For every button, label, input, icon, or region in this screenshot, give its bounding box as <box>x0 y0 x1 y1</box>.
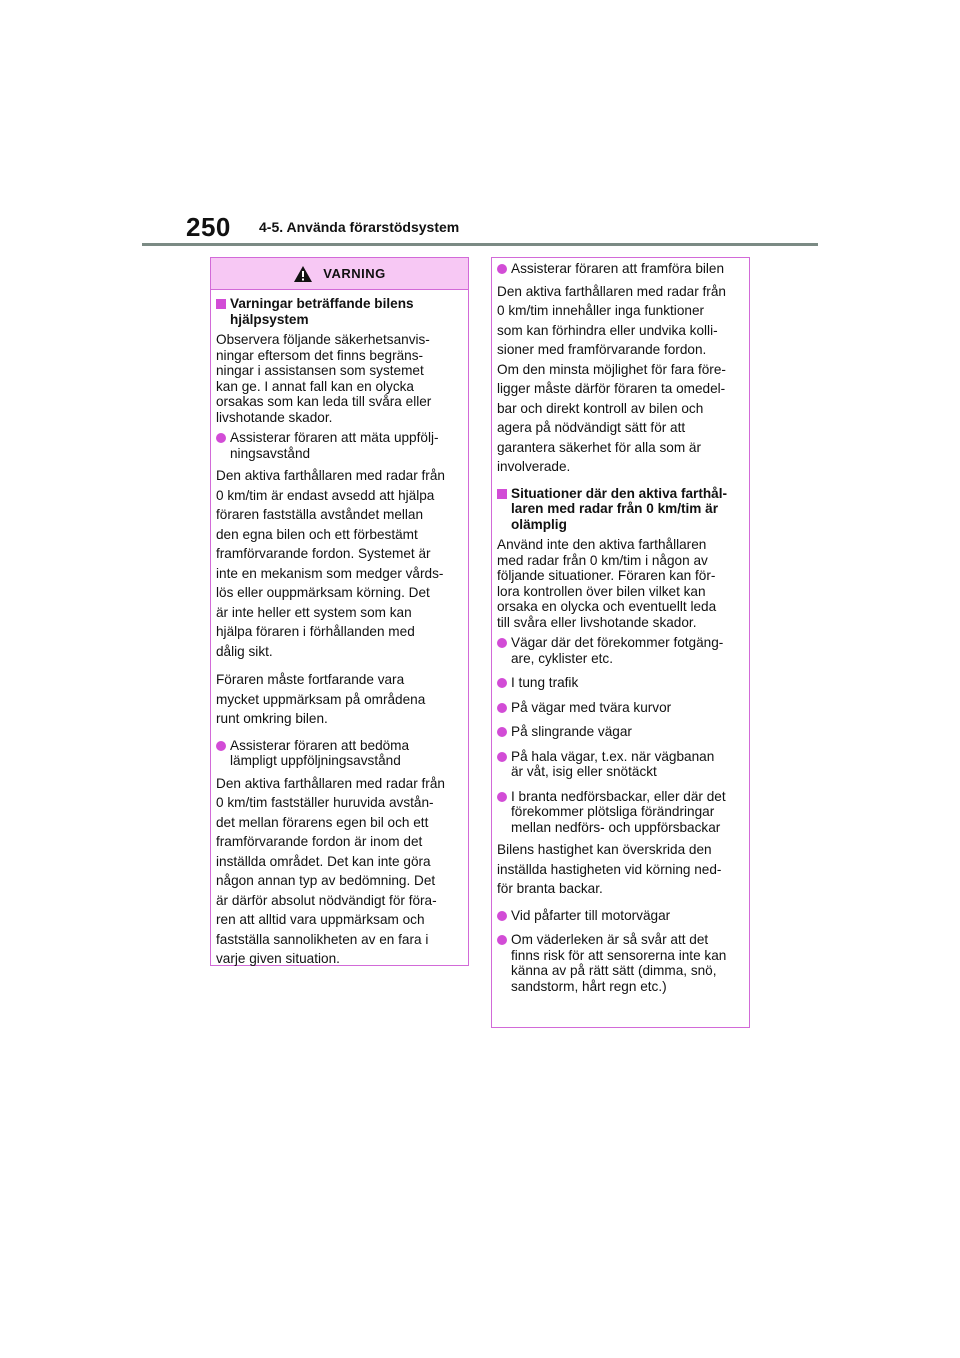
paragraph: Den aktiva farthållaren med radar från 0 km/tim är endast avsedd att hjälpa föraren fastställa avståndet mellan den egna bilen och ett förbestämt framförvarande fordon. Systemet är inte en mekanism som medger vårds- lös eller ouppmärksam körning. Det är inte heller ett system som kan hjälpa föraren i förhållanden med dålig sikt. <box>216 468 445 659</box>
warning-header <box>211 258 468 290</box>
warning-triangle-icon <box>293 265 313 283</box>
bullet-text: Assisterar föraren att framföra bilen <box>511 261 725 276</box>
bullet-dot-icon <box>216 433 226 443</box>
bullet-item <box>497 675 744 691</box>
situations-heading <box>497 486 744 533</box>
bullet-text: Vid påfarter till motorvägar <box>511 907 671 923</box>
square-bullet-icon <box>497 489 507 499</box>
bullet-item <box>216 430 463 461</box>
bullet-text: Om väderleken är så svår att det finns risk för att sensorerna inte kan känna av på rätt sätt (dimma, snö, sandstorm, hårt regn etc.) <box>511 932 727 994</box>
paragraph: Den aktiva farthållaren med radar från 0 km/tim innehåller inga funktioner som kan förhindra eller undvika kolli- sioner med framförvarande fordon. Om den minsta möjlighet för fara före- ligger måste därför föraren ta omedel- bar och direkt kontroll av bilen och agera på nödvändigt sätt för att garantera säkerhet för alla som är involverade. <box>497 283 726 474</box>
warning-continued-box <box>491 257 750 1028</box>
bullet-dot-icon <box>497 911 507 921</box>
bullet-text: På hala vägar, t.ex. när vägbanan är våt, isig eller snötäckt <box>511 748 715 779</box>
paragraph: Den aktiva farthållaren med radar från 0 km/tim fastställer huruvida avstån- det mellan förarens egen bil och ett framförvarande fordon är inom det inställda området. Det kan inte göra någon annan typ av bedömning. Det är därför absolut nödvändigt för föra- ren att alltid vara uppmärksam och fastställa sannolikheten av en fara i varje given situation. <box>216 775 445 966</box>
bullet-item <box>497 932 744 994</box>
bullet-dot-icon <box>497 638 507 648</box>
bullet-item <box>497 789 744 836</box>
warning-title: VARNING <box>323 266 386 281</box>
bullet-text: I branta nedförsbackar, eller där det förekommer plötsliga förändringar mellan nedförs- och uppförsbackar <box>511 788 726 835</box>
warning-box <box>210 257 469 966</box>
header-rule <box>142 243 818 246</box>
bullet-dot-icon <box>497 935 507 945</box>
section-title: 4-5. Använda förarstödsystem <box>259 219 460 235</box>
situations-heading-text: Situationer där den aktiva farthål- laren med radar från 0 km/tim är olämplig <box>511 485 728 532</box>
bullet-item <box>497 724 744 740</box>
bullet-text: I tung trafik <box>511 675 579 690</box>
bullet-text: På slingrande vägar <box>511 724 632 739</box>
bullet-item <box>497 700 744 716</box>
bullet-item <box>497 749 744 780</box>
paragraph: Bilens hastighet kan överskrida den inställda hastigheten vid körning ned- för branta backar. <box>497 842 722 896</box>
bullet-text: Vägar där det förekommer fotgäng- are, cyklister etc. <box>511 635 724 666</box>
bullet-dot-icon <box>497 264 507 274</box>
bullet-dot-icon <box>216 741 226 751</box>
right-content <box>492 258 749 994</box>
bullet-text: Assisterar föraren att mäta uppfölj- ningsavstånd <box>230 430 439 461</box>
bullet-item <box>216 738 463 769</box>
bullet-dot-icon <box>497 678 507 688</box>
bullet-item <box>497 908 744 924</box>
bullet-item <box>497 635 744 666</box>
bullet-item <box>497 261 744 277</box>
warning-content <box>211 290 468 969</box>
bullet-text: På vägar med tvära kurvor <box>511 699 672 715</box>
paragraph: Föraren måste fortfarande vara mycket uppmärksam på områdena runt omkring bilen. <box>216 672 426 726</box>
bullet-dot-icon <box>497 703 507 713</box>
square-bullet-icon <box>216 299 226 309</box>
page-number: 250 <box>186 212 231 242</box>
bullet-text: Assisterar föraren att bedöma lämpligt uppföljningsavstånd <box>230 737 410 768</box>
bullet-dot-icon <box>497 727 507 737</box>
bullet-dot-icon <box>497 752 507 762</box>
warning-intro: Observera följande säkerhetsanvis- ningar eftersom det finns begräns- ningar i assistansen som systemet kan ge. I annat fall kan en olycka orsakas som kan leda till svåra eller livshotande skador. <box>216 332 432 425</box>
situations-intro: Använd inte den aktiva farthållaren med radar från 0 km/tim i någon av följande situationer. Föraren kan för- lora kontrollen över bilen vilket kan orsaka en olycka och eventuellt leda till svåra eller livshotande skador. <box>497 537 717 630</box>
warning-heading <box>216 296 463 327</box>
bullet-dot-icon <box>497 792 507 802</box>
warning-heading-text: Varningar beträffande bilens hjälpsystem <box>230 296 414 327</box>
